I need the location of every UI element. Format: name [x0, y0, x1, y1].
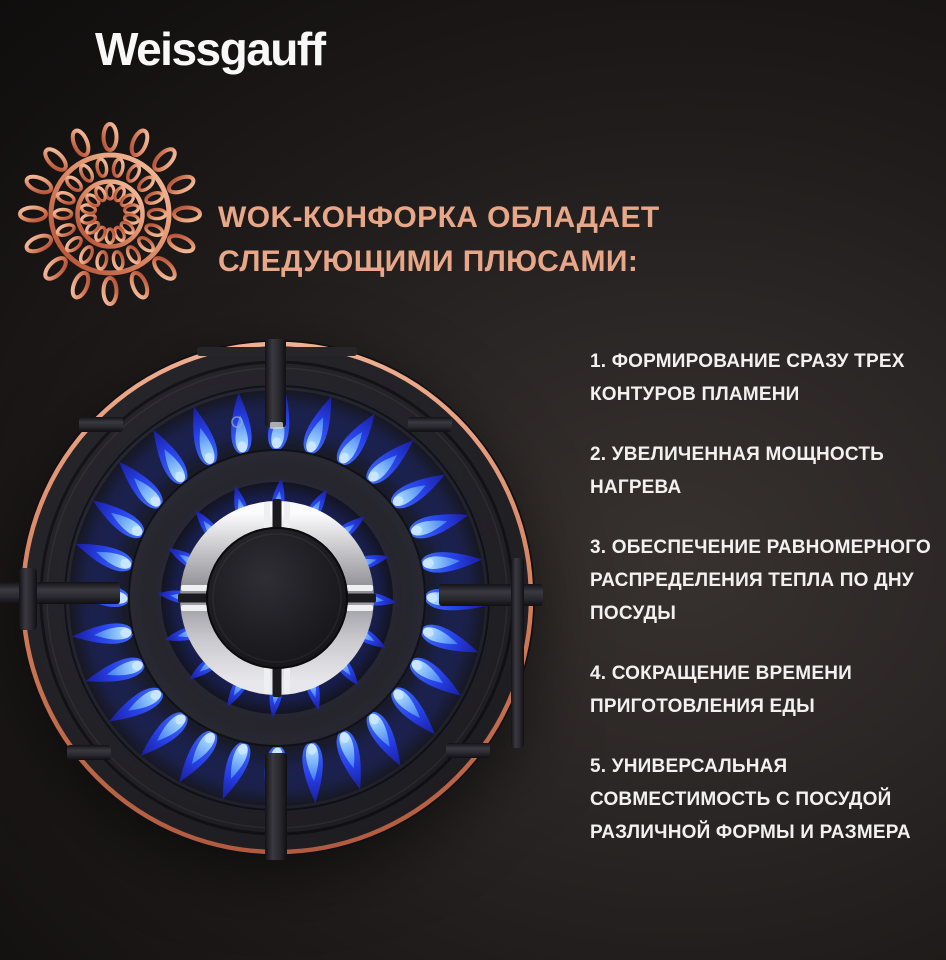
benefit-item: 3. ОБЕСПЕЧЕНИЕ РАВНОМЕРНОГО РАСПРЕДЕЛЕНИЯ ТЕПЛА ПО ДНУ ПОСУДЫ [590, 537, 931, 624]
weissgauff-logo: Weissgauff [95, 23, 325, 75]
wok-burner-image [0, 318, 557, 878]
benefits-list [590, 345, 942, 876]
page-title: WOK-КОНФОРКА ОБЛАДАЕТ СЛЕДУЮЩИМИ ПЛЮСАМИ: [218, 201, 660, 279]
sun-mandala-icon [14, 118, 206, 310]
benefit-item: 2. УВЕЛИЧЕННАЯ МОЩНОСТЬ НАГРЕВА [590, 444, 885, 498]
benefit-item: 5. УНИВЕРСАЛЬНАЯ СОВМЕСТИМОСТЬ С ПОСУДОЙ РАЗЛИЧНОЙ ФОРМЫ И РАЗМЕРА [590, 756, 911, 843]
benefit-item: 1. ФОРМИРОВАНИЕ СРАЗУ ТРЕХ КОНТУРОВ ПЛАМЕНИ [590, 351, 905, 405]
benefit-item: 4. СОКРАЩЕНИЕ ВРЕМЕНИ ПРИГОТОВЛЕНИЯ ЕДЫ [590, 663, 852, 717]
